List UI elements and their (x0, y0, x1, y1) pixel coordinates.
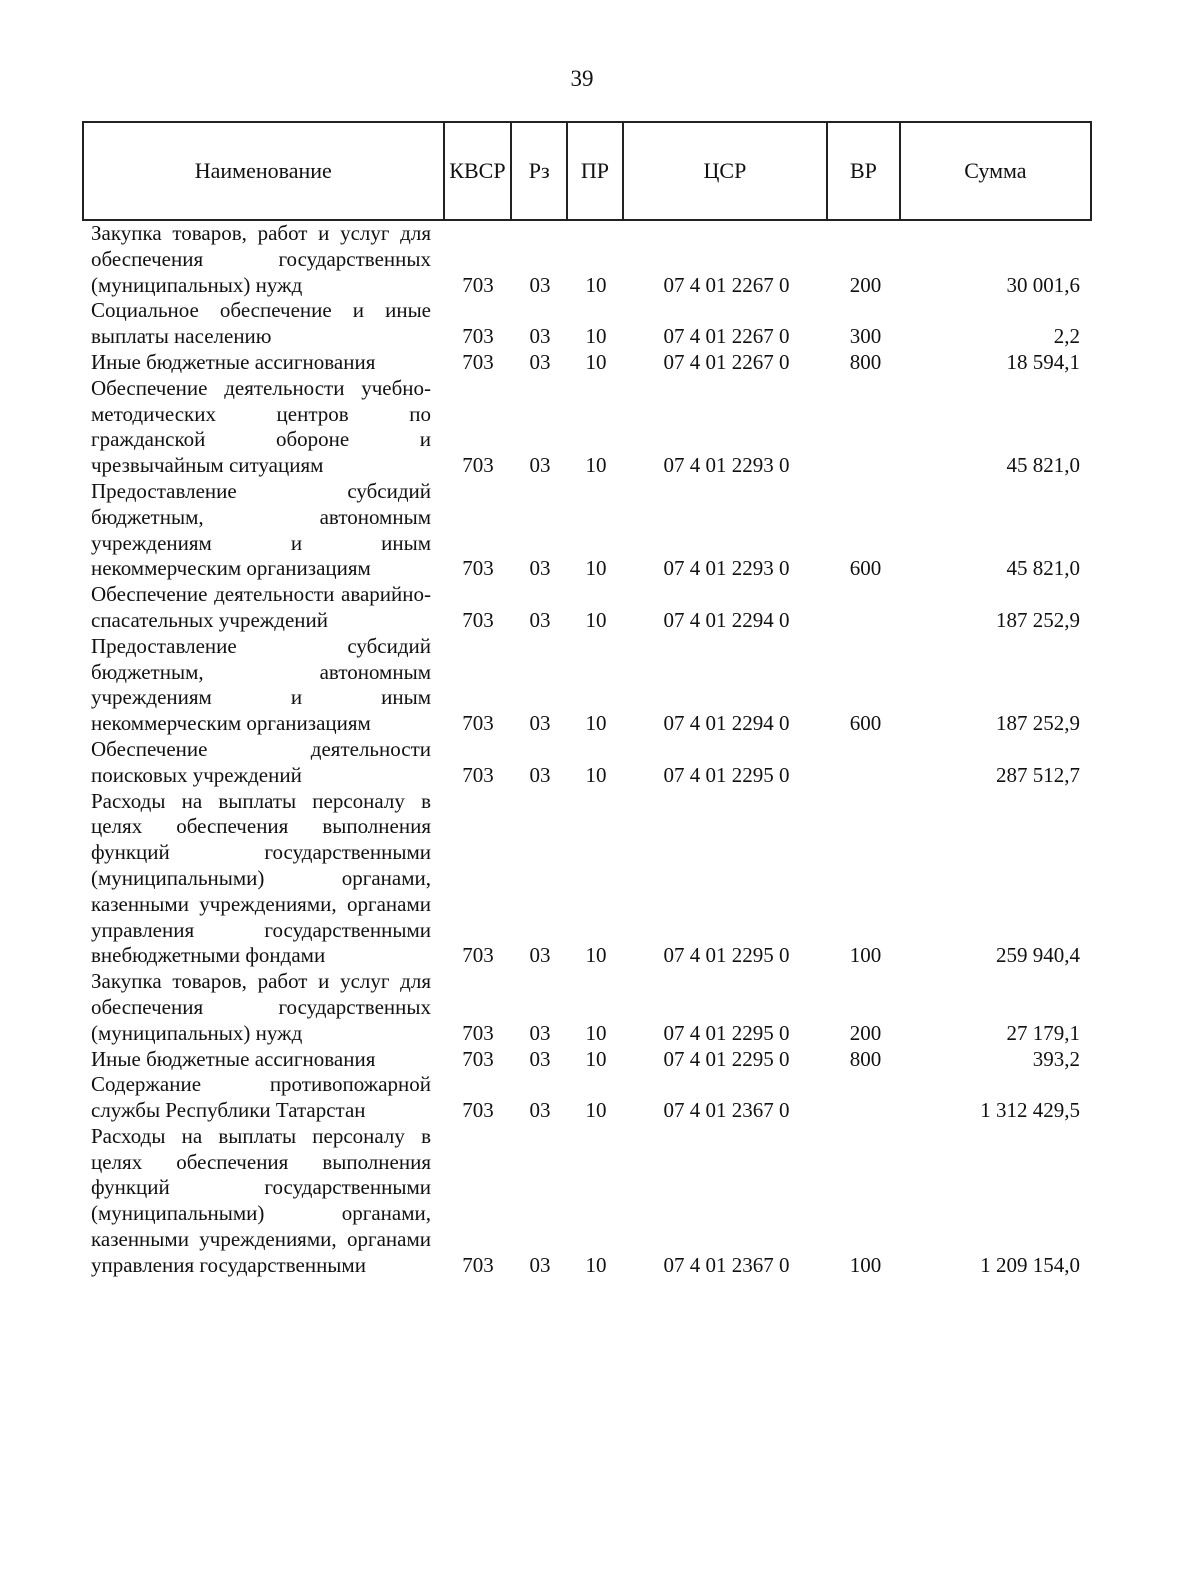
table-row (82, 221, 1092, 298)
cell-vr: 800 (849, 1046, 882, 1071)
cell-name: Закупка товаров, работ и услуг для обеспечения государственных (муниципальных) нужд (91, 221, 431, 297)
table-body (82, 221, 1092, 1279)
cell-rz: 03 (529, 1098, 551, 1123)
cell-sum: 27 179,1 (1006, 1020, 1080, 1045)
cell-sum: 259 940,4 (996, 943, 1080, 968)
cell-vr: 100 (849, 1252, 882, 1277)
cell-sum: 1 209 154,0 (980, 1252, 1080, 1277)
cell-csr: 07 4 01 2294 0 (663, 711, 790, 736)
table-header (82, 121, 1092, 221)
cell-pr: 10 (585, 1020, 607, 1045)
cell-rz: 03 (529, 556, 551, 581)
cell-sum: 45 821,0 (1006, 453, 1080, 478)
cell-kvsr: 703 (462, 272, 494, 297)
cell-pr: 10 (585, 324, 607, 349)
table-row (82, 1072, 1092, 1124)
cell-rz: 03 (529, 324, 551, 349)
cell-csr: 07 4 01 2295 0 (663, 762, 790, 787)
cell-name: Закупка товаров, работ и услуг для обеспечения государственных (муниципальных) нужд (91, 969, 431, 1045)
cell-name: Расходы на выплаты персоналу в целях обеспечения выполнения функций государственными (муниципальными) органами, казенными учреждениями, органами управления государственными (91, 1123, 431, 1277)
table-row (82, 582, 1092, 634)
cell-pr: 10 (585, 607, 607, 632)
cell-kvsr: 703 (462, 1098, 494, 1123)
cell-kvsr: 703 (462, 1046, 494, 1071)
cell-vr: 200 (849, 272, 882, 297)
cell-sum: 287 512,7 (996, 762, 1080, 787)
cell-rz: 03 (529, 711, 551, 736)
cell-pr: 10 (585, 943, 607, 968)
cell-pr: 10 (585, 1098, 607, 1123)
cell-name: Социальное обеспечение и иные выплаты населению (91, 298, 431, 349)
cell-rz: 03 (529, 453, 551, 478)
cell-name: Обеспечение деятельности учебно-методических центров по гражданской обороне и чрезвычайным ситуациям (91, 375, 431, 478)
cell-vr: 200 (849, 1020, 882, 1045)
table-row (82, 350, 1092, 376)
cell-kvsr: 703 (462, 453, 494, 478)
cell-kvsr: 703 (462, 943, 494, 968)
cell-rz: 03 (529, 272, 551, 297)
cell-pr: 10 (585, 272, 607, 297)
cell-sum: 187 252,9 (996, 607, 1080, 632)
cell-sum: 393,2 (1032, 1046, 1080, 1071)
cell-vr: 800 (849, 349, 882, 374)
cell-name: Содержание противопожарной службы Республики Татарстан (91, 1072, 431, 1123)
cell-vr: 600 (849, 711, 882, 736)
page-number: 39 (570, 66, 594, 91)
cell-kvsr: 703 (462, 607, 494, 632)
table-row (82, 376, 1092, 479)
cell-sum: 2,2 (1053, 324, 1080, 349)
table-row (82, 634, 1092, 737)
header-pr: ПР (568, 123, 624, 219)
cell-rz: 03 (529, 1020, 551, 1045)
table-row (82, 789, 1092, 970)
cell-rz: 03 (529, 762, 551, 787)
header-sum: Сумма (964, 158, 1027, 183)
cell-sum: 45 821,0 (1006, 556, 1080, 581)
cell-kvsr: 703 (462, 349, 494, 374)
cell-csr: 07 4 01 2295 0 (663, 1046, 790, 1071)
cell-kvsr: 703 (462, 1252, 494, 1277)
cell-rz: 03 (529, 607, 551, 632)
table-row (82, 298, 1092, 350)
cell-name: Иные бюджетные ассигнования (91, 349, 376, 374)
cell-pr: 10 (585, 349, 607, 374)
cell-name: Иные бюджетные ассигнования (91, 1046, 376, 1071)
cell-rz: 03 (529, 1046, 551, 1071)
cell-csr: 07 4 01 2294 0 (663, 607, 790, 632)
cell-pr: 10 (585, 711, 607, 736)
cell-rz: 03 (529, 943, 551, 968)
cell-sum: 30 001,6 (1006, 272, 1080, 297)
cell-name: Обеспечение деятельности поисковых учреждений (91, 736, 431, 787)
header-rz: Рз (512, 123, 568, 219)
table-row (82, 737, 1092, 789)
header-kvsr: КВСР (445, 123, 513, 219)
header-vr: ВР (828, 123, 901, 219)
cell-sum: 1 312 429,5 (980, 1098, 1080, 1123)
cell-name: Обеспечение деятельности аварийно-спасательных учреждений (91, 582, 431, 632)
cell-name: Предоставление субсидий бюджетным, автономным учреждениям и иным некоммерческим организациям (91, 478, 431, 581)
table-row (82, 479, 1092, 582)
cell-csr: 07 4 01 2367 0 (663, 1098, 790, 1123)
cell-name: Расходы на выплаты персоналу в целях обеспечения выполнения функций государственными (муниципальными) органами, казенными учреждениями, органами управления государственными внебюджетными фондами (91, 788, 431, 968)
cell-pr: 10 (585, 1046, 607, 1071)
cell-csr: 07 4 01 2267 0 (663, 272, 790, 297)
cell-kvsr: 703 (462, 556, 494, 581)
cell-csr: 07 4 01 2293 0 (663, 453, 790, 478)
cell-sum: 187 252,9 (996, 711, 1080, 736)
cell-csr: 07 4 01 2295 0 (663, 1020, 790, 1045)
cell-vr: 300 (849, 324, 882, 349)
table-row (82, 1124, 1092, 1279)
cell-name: Предоставление субсидий бюджетным, автономным учреждениям и иным некоммерческим организациям (91, 633, 431, 736)
cell-pr: 10 (585, 556, 607, 581)
cell-csr: 07 4 01 2293 0 (663, 556, 790, 581)
cell-kvsr: 703 (462, 1020, 494, 1045)
table-row (82, 1047, 1092, 1073)
cell-csr: 07 4 01 2267 0 (663, 324, 790, 349)
cell-vr: 600 (849, 556, 882, 581)
cell-kvsr: 703 (462, 324, 494, 349)
cell-csr: 07 4 01 2267 0 (663, 349, 790, 374)
cell-pr: 10 (585, 453, 607, 478)
cell-csr: 07 4 01 2295 0 (663, 943, 790, 968)
header-name: Наименование (84, 123, 445, 219)
header-csr: ЦСР (624, 123, 828, 219)
cell-csr: 07 4 01 2367 0 (663, 1252, 790, 1277)
cell-rz: 03 (529, 349, 551, 374)
cell-kvsr: 703 (462, 711, 494, 736)
cell-pr: 10 (585, 1252, 607, 1277)
cell-vr: 100 (849, 943, 882, 968)
table-row (82, 969, 1092, 1046)
cell-rz: 03 (529, 1252, 551, 1277)
cell-kvsr: 703 (462, 762, 494, 787)
cell-pr: 10 (585, 762, 607, 787)
cell-sum: 18 594,1 (1006, 349, 1080, 374)
